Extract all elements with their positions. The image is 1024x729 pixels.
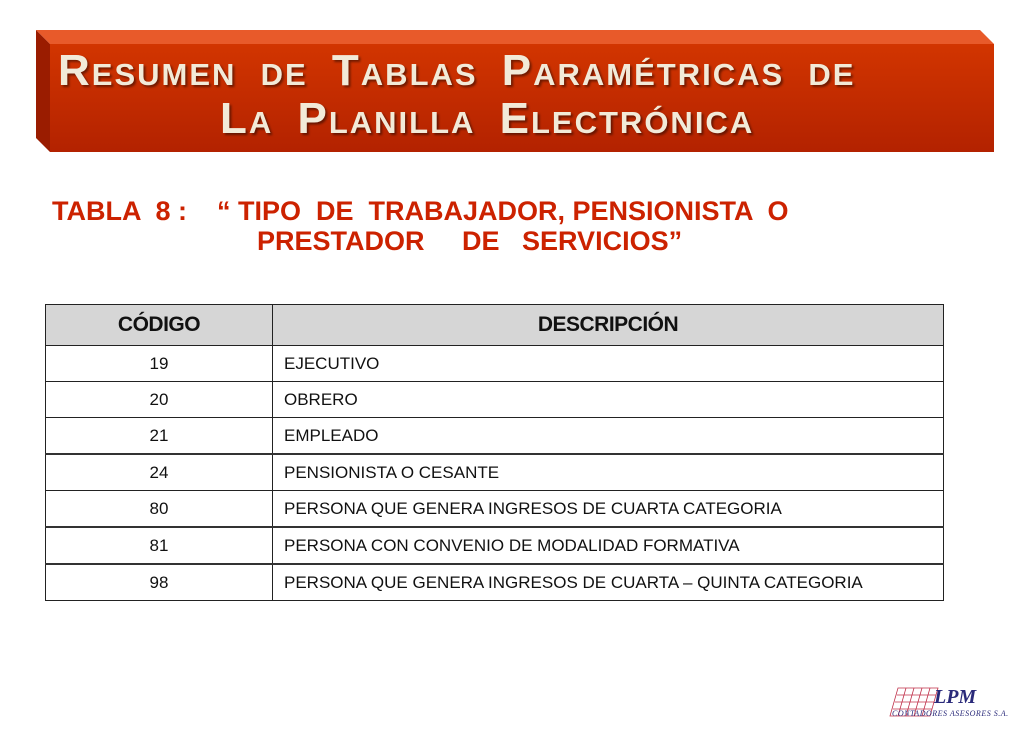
table-row xyxy=(46,454,944,491)
table-row xyxy=(46,382,944,418)
logo-text: LPM xyxy=(934,686,977,708)
title-line-2: La Planilla Electrónica xyxy=(220,94,755,143)
row-description: EMPLEADO xyxy=(273,418,944,455)
parameter-table xyxy=(45,304,944,601)
row-description: PERSONA QUE GENERA INGRESOS DE CUARTA – QUINTA CATEGORIA xyxy=(273,564,944,601)
row-code: 20 xyxy=(46,382,273,418)
row-code: 80 xyxy=(46,491,273,528)
table-row xyxy=(46,564,944,601)
header-codigo: CÓDIGO xyxy=(46,305,273,346)
row-description: PERSONA CON CONVENIO DE MODALIDAD FORMATIVA xyxy=(273,527,944,564)
row-description: OBRERO xyxy=(273,382,944,418)
title-line-1: Resumen de Tablas Paramétricas de xyxy=(58,46,856,95)
row-code: 81 xyxy=(46,527,273,564)
table-header-row xyxy=(46,305,944,346)
header-descripcion: DESCRIPCIÓN xyxy=(273,305,944,346)
row-code: 19 xyxy=(46,346,273,382)
page-title xyxy=(36,30,994,152)
row-description: PERSONA QUE GENERA INGRESOS DE CUARTA CATEGORIA xyxy=(273,491,944,528)
table-row xyxy=(46,418,944,455)
table-row xyxy=(46,346,944,382)
table-row xyxy=(46,527,944,564)
table-subtitle-line-2: PRESTADOR DE SERVICIOS” xyxy=(257,226,683,256)
lpm-logo xyxy=(888,684,1010,722)
row-code: 21 xyxy=(46,418,273,455)
logo-tagline: CONTADORES ASESORES S.A. xyxy=(892,709,1009,718)
row-description: PENSIONISTA O CESANTE xyxy=(273,454,944,491)
table-subtitle-line-1: TABLA 8 : “ TIPO DE TRABAJADOR, PENSIONISTA O xyxy=(52,196,789,226)
row-code: 24 xyxy=(46,454,273,491)
title-banner xyxy=(36,30,994,152)
row-code: 98 xyxy=(46,564,273,601)
row-description: EJECUTIVO xyxy=(273,346,944,382)
table-row xyxy=(46,491,944,528)
